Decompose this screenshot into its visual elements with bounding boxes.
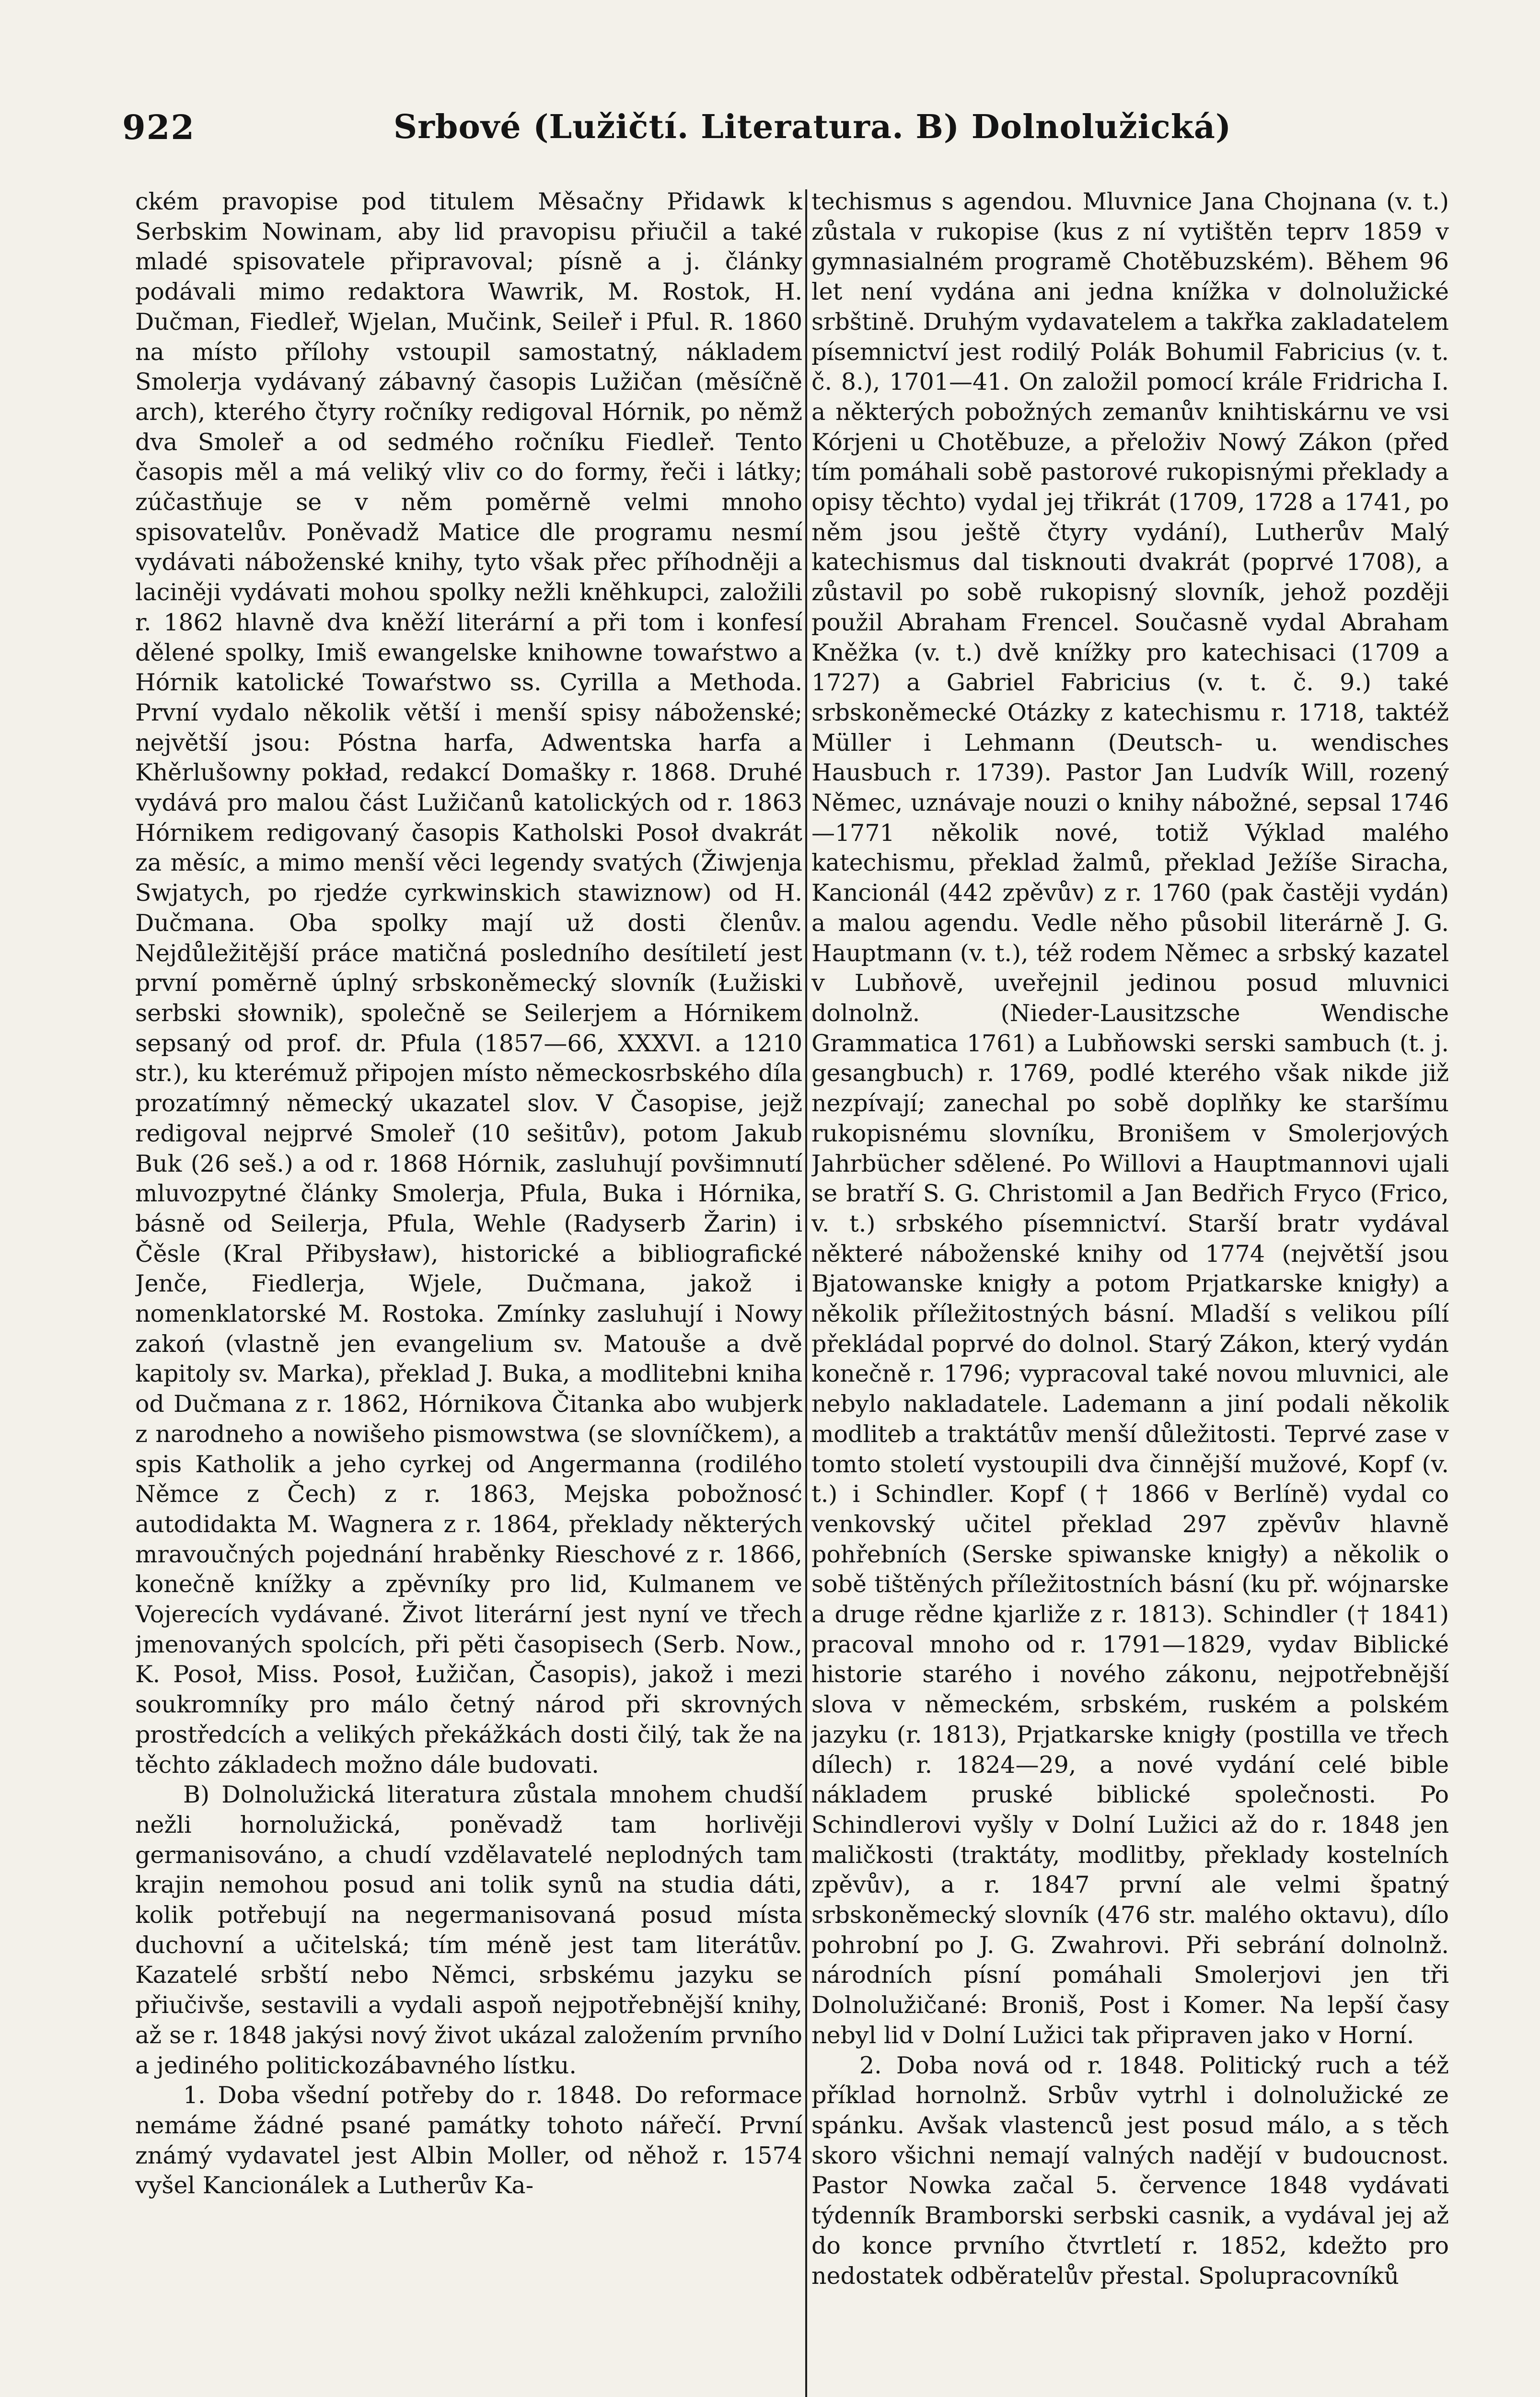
left-column (135, 187, 802, 2397)
paragraph: 2. Doba nová od r. 1848. Politický ruch a též příklad hornolnž. Srbův vytrhl i dolnolužické ze spánku. Avšak vlastenců jest posud málo, a s těch skoro všichni nemají valných nadějí v budoucnost. Pastor Nowka začal 5. července 1848 vydávati týdenník Bramborski serbski casnik, a vydával jej až do konce prvního čtvrtletí r. 1852, kdežto pro nedostatek odběratelův přestal. Spolupracovníků (811, 2051, 1449, 2290)
page-number: 922 (122, 107, 196, 147)
column-divider (805, 189, 807, 2397)
running-title: Srbové (Lužičtí. Literatura. B) Dolnolužická) (393, 108, 1232, 146)
paragraph: 1. Doba všední potřeby do r. 1848. Do reformace nemáme žádné psané památky tohoto nářečí. První známý vydavatel jest Albin Moller, od něhož r. 1574 vyšel Kancionálek a Lutherův Ka- (135, 2082, 802, 2199)
right-column (811, 187, 1449, 2397)
paragraph: B) Dolnolužická literatura zůstala mnohem chudší nežli hornolužická, poněvadž tam horlivěji germanisováno, a chudí vzdělavatelé neplodných tam krajin nemohou posud ani tolik synů na studia dáti, kolik potřebují na negermanisovaná posud místa duchovní a učitelská; tím méně jest tam literátův. Kazatelé srbští nebo Němci, srbskému jazyku se přiučivše, sestavili a vydali aspoň nejpotřebnější knihy, až se r. 1848 jakýsi nový život ukázal založením prvního a jediného politickozábavného lístku. (135, 1781, 802, 2079)
paragraph: ckém pravopise pod titulem Měsačny Přidawk k Serbskim Nowinam, aby lid pravopisu přiučil a také mladé spisovatele připravoval; písně a j. články podávali mimo redaktora Wawrik, M. Rostok, H. Dučman, Fiedleř, Wjelan, Mučink, Seileř i Pful. R. 1860 na místo přílohy vstoupil samostatný, nákladem Smolerja vydávaný zábavný časopis Lužičan (měsíčně arch), kterého čtyry ročníky redigoval Hórnik, po němž dva Smoleř a od sedmého ročníku Fiedleř. Tento časopis měl a má veliký vliv co do formy, řeči i látky; zúčastňuje se v něm poměrně velmi mnoho spisovatelův. Poněvadž Matice dle programu nesmí vydávati náboženské knihy, tyto však přec příhodněji a laciněji vydávati mohou spolky nežli kněhkupci, založili r. 1862 hlavně dva kněží literární a při tom i konfesí dělené spolky, Imiš ewangelske knihowne towaŕstwo a Hórnik katolické Towaŕstwo ss. Cyrilla a Methoda. První vydalo několik větší i menší spisy náboženské; největší jsou: Póstna harfa, Adwentska harfa a Khěrlušowny pokład, redakcí Domašky r. 1868. Druhé vydává pro malou část Lužičanů katolických od r. 1863 Hórnikem redigovaný časopis Katholski Posoł dvakrát za měsíc, a mimo menší věci legendy svatých (Žiwjenja Swjatych, po rjedźe cyrkwinskich stawiznow) od H. Dučmana. Oba spolky mají už dosti členův. Nejdůležitější práce matičná posledního desítiletí jest první poměrně úplný srbskoněmecký slovník (Łužiski serbski słownik), společně se Seilerjem a Hórnikem sepsaný od prof. dr. Pfula (1857—66, XXXVI. a 1210 str.), ku kterémuž připojen místo německosrbského díla prozatímný německý ukazatel slov. V Časopise, jejž redigoval nejprvé Smoleř (10 sešitův), potom Jakub Buk (26 seš.) a od r. 1868 Hórnik, zasluhují povšimnutí mluvozpytné články Smolerja, Pfula, Buka i Hórnika, básně od Seilerja, Pfula, Wehle (Radyserb Žarin) i Čěsle (Kral Přibysław), historické a bibliografické Jenče, Fiedlerja, Wjele, Dučmana, jakož i nomenklatorské M. Rostoka. Zmínky zasluhují i Nowy zakoń (vlastně jen evangelium sv. Matouše a dvě kapitoly sv. Marka), překlad J. Buka, a modlitebni kniha od Dučmana z r. 1862, Hórnikova Čitanka abo wubjerk z narodneho a nowišeho pismowstwa (se slovníčkem), a spis Katholik a jeho cyrkej od Angermanna (rodilého Němce z Čech) z r. 1863, Mejska pobožnosć autodidakta M. Wagnera z r. 1864, překlady některých mravoučných pojednání hraběnky Rieschové z r. 1866, konečně knížky a zpěvníky pro lid, Kulmanem ve Vojerecích vydávané. Život literární jest nyní ve třech jmenovaných spolcích, při pěti časopisech (Serb. Now., K. Posoł, Miss. Posoł, Łužičan, Časopis), jakož i mezi soukromníky pro málo četný národ při skrovných prostředcích a velikých překážkách dosti čilý, tak že na těchto základech možno dále budovati. (135, 188, 802, 1779)
paragraph: techismus s agendou. Mluvnice Jana Chojnana (v. t.) zůstala v rukopise (kus z ní vytištěn teprv 1859 v gymnasialném programě Chotěbuzském). Během 96 let není vydána ani jedna knížka v dolnolužické srbštině. Druhým vydavatelem a takřka zakladatelem písemnictví jest rodilý Polák Bohumil Fabricius (v. t. č. 8.), 1701—41. On založil pomocí krále Fridricha I. a některých pobožných zemanův knihtiskárnu ve vsi Kórjeni u Chotěbuze, a přeloživ Nowý Zákon (před tím pomáhali sobě pastorové rukopisnými překlady a opisy těchto) vydal jej třikrát (1709, 1728 a 1741, po něm jsou ještě čtyry vydání), Lutherův Malý katechismus dal tisknouti dvakrát (poprvé 1708), a zůstavil po sobě rukopisný slovník, jehož později použil Abraham Frencel. Současně vydal Abraham Kněžka (v. t.) dvě knížky pro katechisaci (1709 a 1727) a Gabriel Fabricius (v. t. č. 9.) také srbskoněmecké Otázky z katechismu r. 1718, taktéž Müller i Lehmann (Deutsch- u. wendisches Hausbuch r. 1739). Pastor Jan Ludvík Will, rozený Němec, uznávaje nouzi o knihy nábožné, sepsal 1746 —1771 několik nové, totiž Výklad malého katechismu, překlad žalmů, překlad Ježíše Siracha, Kancionál (442 zpěvův) z r. 1760 (pak častěji vydán) a malou agendu. Vedle něho působil literárně J. G. Hauptmann (v. t.), též rodem Němec a srbský kazatel v Lubňově, uveřejnil jedinou posud mluvnici dolnolnž. (Nieder-Lausitzsche Wendische Grammatica 1761) a Lubňowski serski sambuch (t. j. gesangbuch) r. 1769, podlé kterého však nikde již nezpívají; zanechal po sobě doplňky ke staršímu rukopisnému slovníku, Bronišem v Smolerjových Jahrbücher sdělené. Po Willovi a Hauptmannovi ujali se bratří S. G. Christomil a Jan Bedřich Fryco (Frico, v. t.) srbského písemnictví. Starší bratr vydával některé náboženské knihy od 1774 (největší jsou Bjatowanske knigły a potom Prjatkarske knigły) a několik příležitostných básní. Mladší s velikou pílí překládal poprvé do dolnol. Starý Zákon, který vydán konečně r. 1796; vypracoval také novou mluvnici, ale nebylo nakladatele. Lademann a jiní podali několik modliteb a traktátův menší důležitosti. Teprvé zase v tomto století vystoupili dva činnější mužové, Kopf (v. t.) i Schindler. Kopf († 1866 v Berlíně) vydal co venkovský učitel překlad 297 zpěvův hlavně pohřebních (Serske spiwanske knigły) a několik o sobě tištěných příležitostních básní (ku př. wójnarske a druge rědne kjarliže z r. 1813). Schindler († 1841) pracoval mnoho od r. 1791—1829, vydav Biblické historie starého i nového zákonu, nejpotřebnější slova v německém, srbském, ruském a polském jazyku (r. 1813), Prjatkarske knigły (postilla ve třech dílech) r. 1824—29, a nové vydání celé bible nákladem pruské biblické společnosti. Po Schindlerovi vyšly v Dolní Lužici až do r. 1848 jen maličkosti (traktáty, modlitby, překlady kostelních zpěvův), a r. 1847 první ale velmi špatný srbskoněmecký slovník (476 str. malého oktavu), dílo pohrobní po J. G. Zwahrovi. Při sebrání dolnolnž. národních písní pomáhali Smolerjovi jen tři Dolnolužičané: Broniš, Post i Komer. Na lepší časy nebyl lid v Dolní Lužici tak připraven jako v Horní. (811, 188, 1449, 2049)
page-header (122, 98, 1430, 156)
